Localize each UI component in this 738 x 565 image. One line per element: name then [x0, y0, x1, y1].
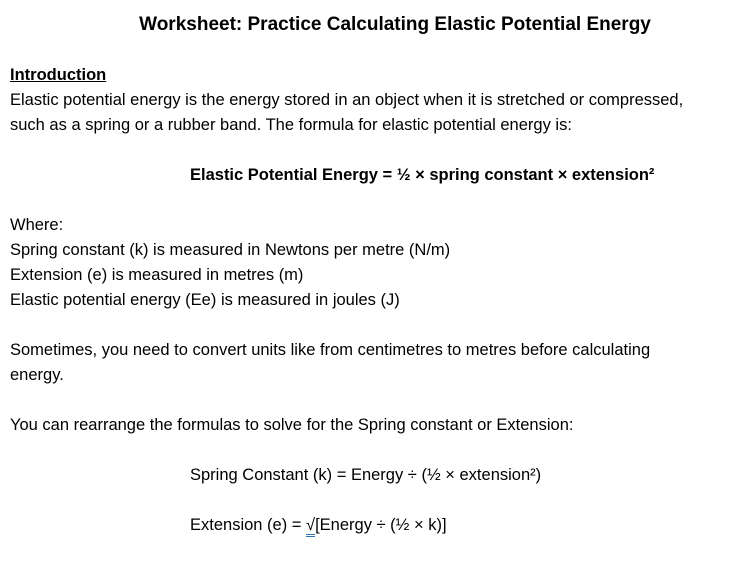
definition-extension: Extension (e) is measured in metres (m) — [10, 266, 304, 284]
definition-elastic-potential-energy: Elastic potential energy (Ee) is measured in joules (J) — [10, 291, 400, 309]
rearrange-intro-text: You can rearrange the formulas to solve for the Spring constant or Extension: — [10, 416, 574, 434]
page-title: Worksheet: Practice Calculating Elastic Potential Energy — [139, 14, 651, 35]
introduction-text-line: Elastic potential energy is the energy stored in an object when it is stretched or compressed, — [10, 91, 684, 109]
blank-line — [0, 388, 738, 413]
definitions-heading: Where: — [10, 216, 64, 234]
extension-formula — [0, 513, 738, 538]
blank-line — [0, 313, 738, 338]
sqrt-symbol: √ — [306, 517, 315, 537]
extension-formula-suffix: [Energy ÷ (½ × k)] — [315, 516, 447, 534]
introduction-text-line: such as a spring or a rubber band. The formula for elastic potential energy is: — [10, 116, 572, 134]
blank-line — [0, 138, 738, 163]
main-formula: Elastic Potential Energy = ½ × spring constant × extension² — [190, 166, 655, 184]
blank-line — [0, 188, 738, 213]
unit-conversion-note-line: Sometimes, you need to convert units like from centimetres to metres before calculating — [10, 341, 651, 359]
definition-spring-constant: Spring constant (k) is measured in Newtons per metre (N/m) — [10, 241, 451, 259]
introduction-heading: Introduction — [10, 66, 107, 84]
unit-conversion-note-line: energy. — [10, 366, 64, 384]
spring-constant-formula: Spring Constant (k) = Energy ÷ (½ × extension²) — [190, 466, 542, 484]
blank-line — [0, 38, 738, 63]
blank-line — [0, 488, 738, 513]
worksheet-page — [0, 12, 738, 538]
extension-formula-prefix: Extension (e) = — [190, 516, 307, 534]
blank-line — [0, 438, 738, 463]
